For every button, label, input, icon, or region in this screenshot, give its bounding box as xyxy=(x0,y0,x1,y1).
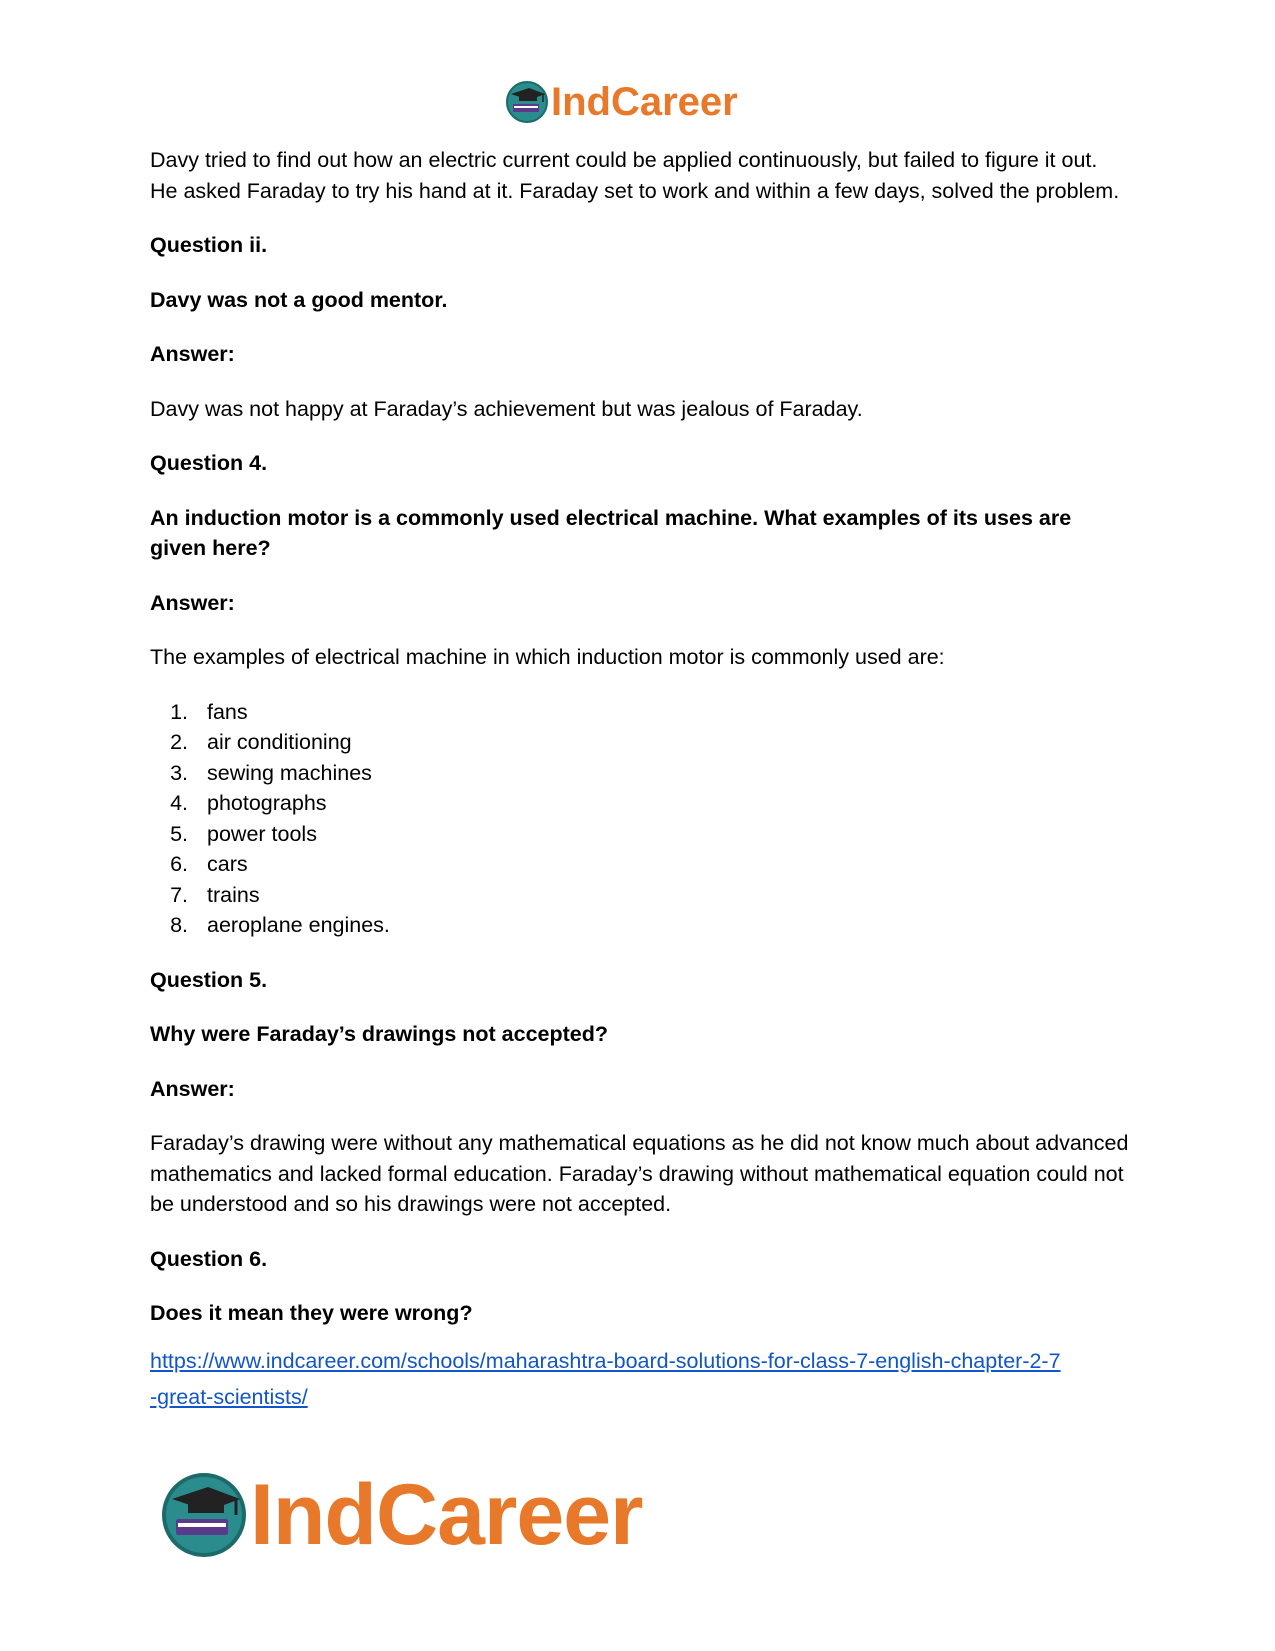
list-text: photographs xyxy=(207,791,327,815)
list-item xyxy=(150,727,1130,758)
list-item xyxy=(150,849,1130,880)
list-item xyxy=(150,758,1130,789)
answer-ii-text: Davy was not happy at Faraday’s achievement but was jealous of Faraday. xyxy=(150,396,863,421)
list-number: 8. xyxy=(170,913,188,937)
list-text: air conditioning xyxy=(207,730,352,754)
list-item xyxy=(150,880,1130,911)
question-6-text: Does it mean they were wrong? xyxy=(150,1301,473,1325)
brand-wordmark: IndCareer xyxy=(551,79,738,124)
source-link-line2[interactable]: -great-scientists/ xyxy=(150,1384,308,1409)
footer-logo xyxy=(160,1465,643,1565)
question-4-label: Question 4. xyxy=(150,451,268,475)
question-4-text: An induction motor is a commonly used electrical machine. What examples of its uses are given here? xyxy=(150,505,1072,560)
question-5-text: Why were Faraday’s drawings not accepted? xyxy=(150,1022,608,1046)
answer-label: Answer: xyxy=(150,342,235,366)
question-ii-label: Question ii. xyxy=(150,233,268,257)
answer-label: Answer: xyxy=(150,1076,235,1101)
question-6-label: Question 6. xyxy=(150,1246,268,1271)
list-item xyxy=(150,697,1130,728)
list-number: 3. xyxy=(170,760,188,785)
header-logo xyxy=(505,78,738,126)
answer-4-intro: The examples of electrical machine in which induction motor is commonly used are: xyxy=(150,645,945,669)
list-number: 2. xyxy=(170,730,188,754)
list-number: 4. xyxy=(170,791,188,815)
list-number: 7. xyxy=(170,882,188,907)
answer-5-text: Faraday’s drawing were without any mathematical equations as he did not know much about advanced mathematics and lacked formal education. Faraday’s drawing without mathematical equation could not be understood and so his drawings were not accepted. xyxy=(150,1131,1129,1216)
list-number: 6. xyxy=(170,852,188,876)
list-text: sewing machines xyxy=(207,760,372,785)
list-text: fans xyxy=(207,699,248,724)
source-link[interactable] xyxy=(150,1343,1130,1415)
answer-label: Answer: xyxy=(150,590,235,615)
question-ii-text: Davy was not a good mentor. xyxy=(150,287,448,312)
graduation-cap-book-globe-icon xyxy=(160,1471,248,1559)
graduation-cap-book-globe-icon xyxy=(505,80,549,124)
list-number: 5. xyxy=(170,821,188,846)
question-5-label: Question 5. xyxy=(150,967,268,992)
source-link-line1[interactable]: https://www.indcareer.com/schools/maharashtra-board-solutions-for-class-7-english-chapter-2-7 xyxy=(150,1348,1061,1373)
list-item xyxy=(150,910,1130,941)
list-text: aeroplane engines. xyxy=(207,913,390,937)
list-number: 1. xyxy=(170,699,188,724)
intro-paragraph: Davy tried to find out how an electric current could be applied continuously, but failed to figure it out. He asked Faraday to try his hand at it. Faraday set to work and within a few days, solved the problem. xyxy=(150,148,1120,203)
list-text: cars xyxy=(207,852,248,876)
list-item xyxy=(150,819,1130,850)
list-text: trains xyxy=(207,882,260,907)
uses-list xyxy=(150,697,1130,941)
document-body xyxy=(150,145,1130,1415)
brand-wordmark: IndCareer xyxy=(250,1466,643,1563)
list-item xyxy=(150,788,1130,819)
list-text: power tools xyxy=(207,821,317,846)
